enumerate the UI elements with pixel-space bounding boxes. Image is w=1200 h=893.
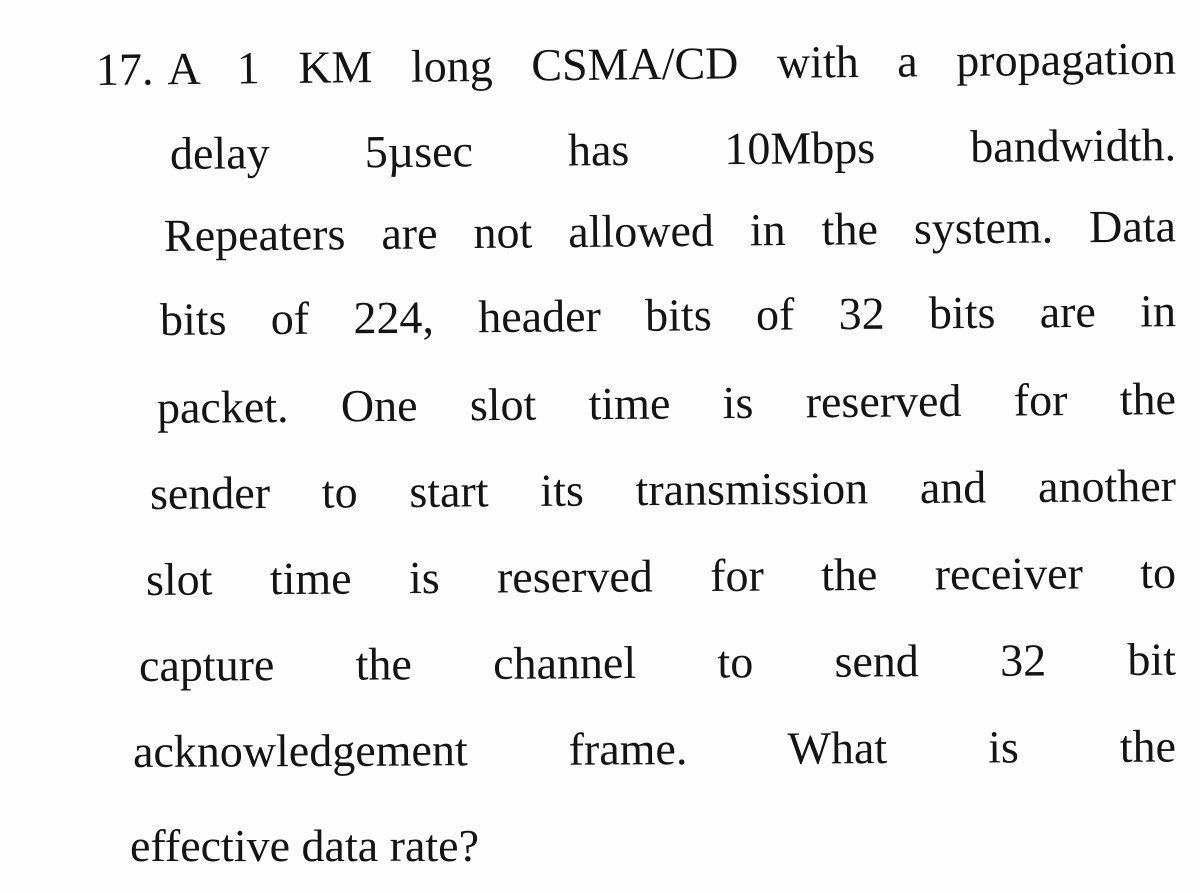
question-text-line-6: sender to start its transmission and another: [149, 459, 1177, 519]
question-number: 17.: [95, 43, 154, 95]
question-text-line-9: acknowledgement frame. What is the: [132, 720, 1177, 777]
question-text-line-3: Repeaters are not allowed in the system. Data: [163, 200, 1177, 261]
question-text-line-10: effective data rate?: [130, 820, 479, 871]
question-text-line-4: bits of 224, header bits of 32 bits are in: [159, 285, 1177, 345]
question-text-line-5: packet. One slot time is reserved for the: [156, 373, 1177, 433]
question-line-1: [96, 31, 1177, 98]
question-text-line-7: slot time is reserved for the receiver to: [145, 546, 1177, 605]
question-text-line-1: A 1 KM long CSMA/CD with a propagation: [167, 32, 1177, 95]
question-text-line-8: capture the channel to send 32 bit: [138, 633, 1177, 691]
question-text-line-2: delay 5µsec has 10Mbps bandwidth.: [169, 119, 1177, 179]
